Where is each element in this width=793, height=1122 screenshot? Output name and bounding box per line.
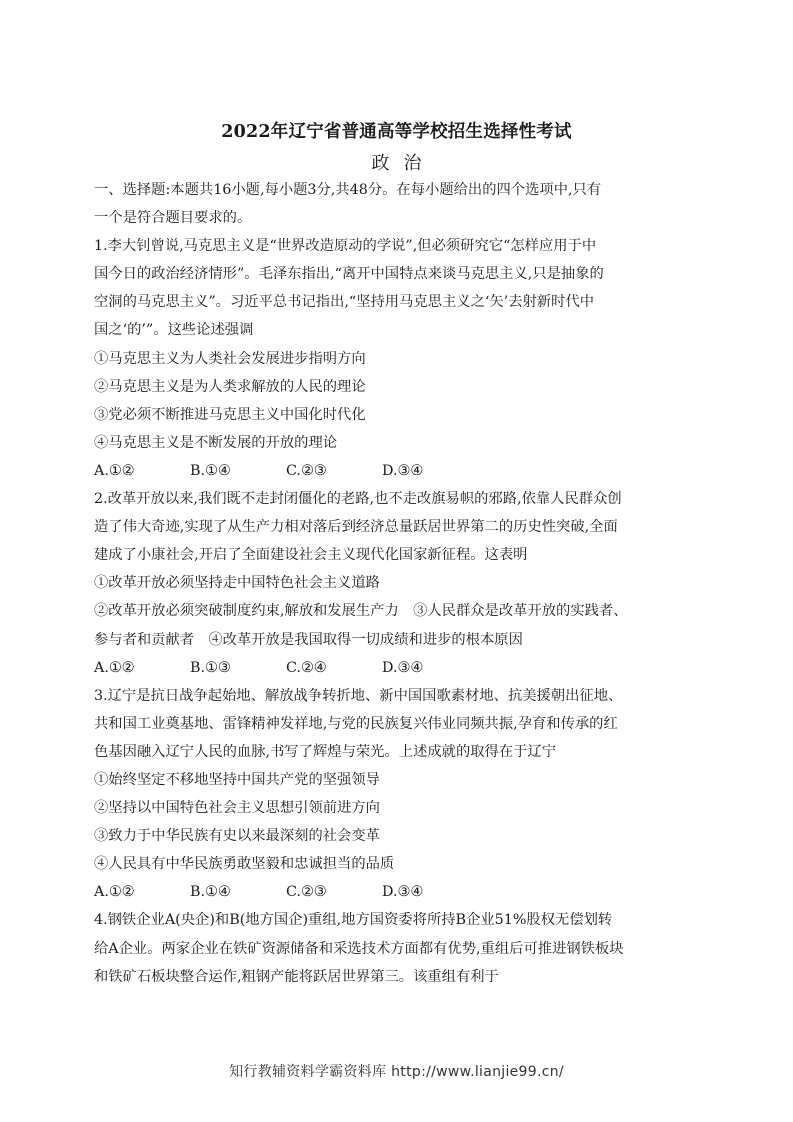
option-b: B.①③ bbox=[190, 659, 231, 676]
subject-title: 政治 bbox=[371, 153, 436, 174]
option-b: B.①④ bbox=[190, 462, 231, 479]
exam-title: 2022年辽宁省普通高等学校招生选择性考试 bbox=[221, 122, 572, 142]
statement-line: ②马克思主义是为人类求解放的人民的理论 bbox=[94, 378, 366, 395]
question-stem-line: 国之‘的’”。这些论述强调 bbox=[94, 322, 254, 339]
question-1 bbox=[94, 232, 704, 485]
statement-line: ②改革开放必须突破制度约束,解放和发展生产力 ③人民群众是改革开放的实践者、 bbox=[94, 603, 628, 620]
option-a: A.①② bbox=[94, 659, 135, 676]
option-d: D.③④ bbox=[382, 659, 424, 676]
section-instructions bbox=[94, 176, 704, 232]
statement-line: ③党必须不断推进马克思主义中国化时代化 bbox=[94, 406, 366, 423]
option-b: B.①④ bbox=[190, 884, 231, 901]
option-c: C.②③ bbox=[286, 462, 327, 479]
footer-watermark: 知行教辅资料学霸资料库 http://www.lianjie99.cn/ bbox=[229, 1064, 564, 1080]
question-stem-line: 建成了小康社会,开启了全面建设社会主义现代化国家新征程。这表明 bbox=[94, 547, 528, 564]
instruction-line: 一、选择题:本题共16小题,每小题3分,共48分。在每小题给出的四个选项中,只有 bbox=[94, 182, 602, 198]
option-a: A.①② bbox=[94, 462, 135, 479]
question-stem-line: 和铁矿石板块整合运作,粗钢产能将跃居世界第三。该重组有利于 bbox=[94, 968, 499, 985]
answer-options bbox=[94, 654, 704, 682]
question-stem-line: 空洞的马克思主义”。习近平总书记指出,“坚持用马克思主义之‘矢’去射新时代中 bbox=[94, 294, 595, 311]
option-c: C.②④ bbox=[286, 659, 327, 676]
option-c: C.②③ bbox=[286, 884, 327, 901]
question-4 bbox=[94, 906, 704, 990]
option-d: D.③④ bbox=[382, 462, 424, 479]
question-stem-line: 色基因融入辽宁人民的血脉,书写了辉煌与荣光。上述成就的取得在于辽宁 bbox=[94, 743, 557, 760]
statement-line: ①改革开放必须坚持走中国特色社会主义道路 bbox=[94, 575, 380, 592]
question-stem-line: 国今日的政治经济情形”。毛泽东指出,“离开中国特点来谈马克思主义,只是抽象的 bbox=[94, 266, 604, 283]
answer-options bbox=[94, 457, 704, 485]
option-d: D.③④ bbox=[382, 884, 424, 901]
instruction-line: 一个是符合题目要求的。 bbox=[94, 210, 252, 227]
question-stem-line: 4.钢铁企业A(央企)和B(地方国企)重组,地方国资委将所持B企业51%股权无偿划转 bbox=[94, 912, 613, 929]
statement-line: ②坚持以中国特色社会主义思想引领前进方向 bbox=[94, 800, 380, 817]
statement-line: ③致力于中华民族有史以来最深刻的社会变革 bbox=[94, 828, 380, 845]
question-stem-line: 造了伟大奇迹,实现了从生产力相对落后到经济总量跃居世界第二的历史性突破,全面 bbox=[94, 519, 618, 536]
option-a: A.①② bbox=[94, 884, 135, 901]
question-stem-line: 3.辽宁是抗日战争起始地、解放战争转折地、新中国国歌素材地、抗美援朝出征地、 bbox=[94, 687, 623, 704]
statement-line: ①马克思主义为人类社会发展进步指明方向 bbox=[94, 350, 366, 367]
statement-line: ④人民具有中华民族勇敢坚毅和忠诚担当的品质 bbox=[94, 856, 395, 873]
question-stem-line: 1.李大钊曾说,马克思主义是“世界改造原动的学说”,但必须研究它“怎样应用于中 bbox=[94, 238, 597, 255]
question-stem-line: 给A企业。两家企业在铁矿资源储备和采选技术方面都有优势,重组后可推进钢铁板块 bbox=[94, 940, 624, 957]
statement-line: 参与者和贡献者 ④改革开放是我国取得一切成绩和进步的根本原因 bbox=[94, 631, 523, 648]
answer-options bbox=[94, 878, 704, 906]
question-stem-line: 2.改革开放以来,我们既不走封闭僵化的老路,也不走改旗易帜的邪路,依靠人民群众创 bbox=[94, 491, 622, 508]
statement-line: ①始终坚定不移地坚持中国共产党的坚强领导 bbox=[94, 771, 380, 788]
question-stem-line: 共和国工业奠基地、雷锋精神发祥地,与党的民族复兴伟业同频共振,孕育和传承的红 bbox=[94, 715, 618, 732]
exam-body bbox=[94, 176, 704, 991]
question-2 bbox=[94, 485, 704, 682]
question-3 bbox=[94, 682, 704, 907]
statement-line: ④马克思主义是不断发展的开放的理论 bbox=[94, 434, 338, 451]
